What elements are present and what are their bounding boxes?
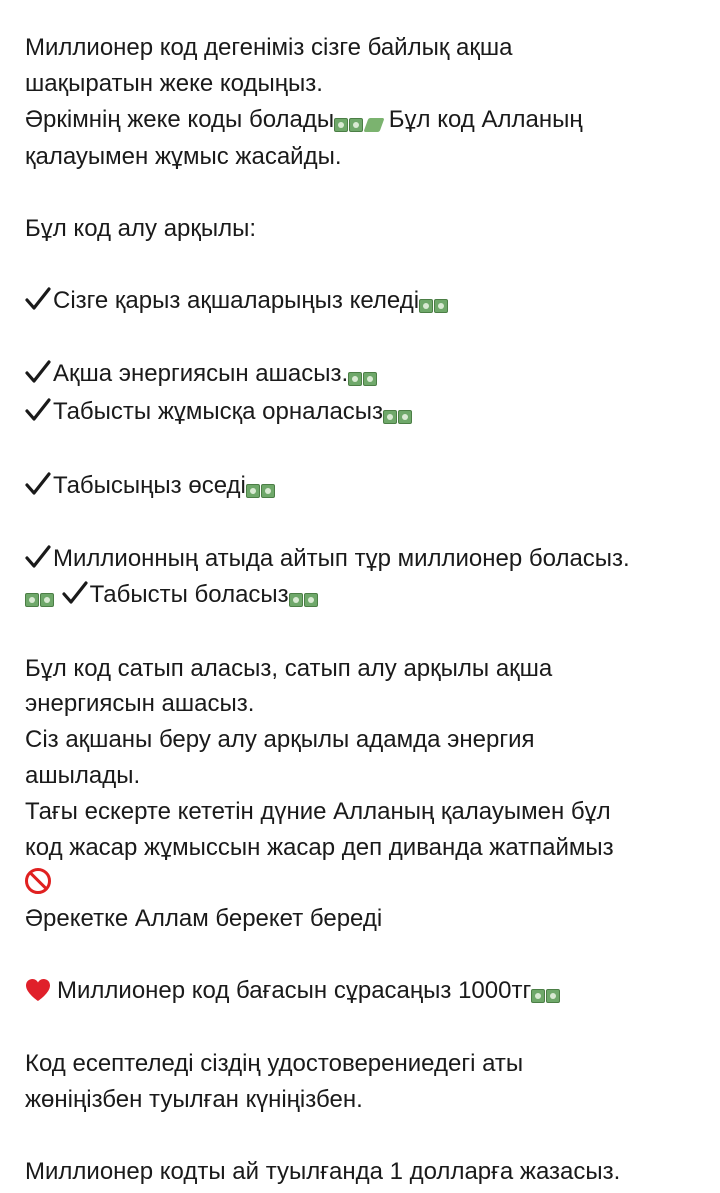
text-line: шақыратын жеке кодыңыз. [25, 69, 323, 97]
text-segment: Бұл код Алланың [388, 105, 583, 133]
red-heart-icon [25, 978, 51, 1002]
money-emoji-group [25, 579, 55, 615]
text-line: жөніңізбен туылған күніңізбен. [25, 1086, 363, 1114]
text-line: Бұл код алу арқылы: [25, 214, 257, 242]
list-item [25, 577, 696, 615]
blank-line [25, 1011, 696, 1047]
list-item [25, 283, 696, 321]
list-item [25, 468, 696, 506]
text-line: қалауымен жұмыс жасайды. [25, 143, 342, 171]
list-item-text: Табысыңыз өседі [53, 471, 246, 499]
price-text: Миллионер код бағасын сұрасаңыз 1000тг [57, 976, 532, 1004]
list-item [25, 541, 696, 577]
dollar-banknote-icon [304, 593, 318, 607]
text-line: Тағы ескерте кететін дүние Алланың қалауымен бұл [25, 797, 611, 825]
blank-line [25, 175, 696, 211]
dollar-banknote-icon [531, 989, 545, 1003]
prohibited-icon [25, 868, 51, 894]
dollar-banknote-icon [289, 593, 303, 607]
dollar-banknote-icon [434, 299, 448, 313]
money-with-wings-icon [364, 118, 385, 132]
list-item-text: Ақша энергиясын ашасыз. [53, 360, 349, 388]
text-line: Миллионер кодты ай туылғанда 1 долларға жазасыз. [25, 1157, 621, 1185]
text-line: Код есептеледі сіздің удостоверениедегі аты [25, 1050, 524, 1078]
text-line: энергиясын ашасыз. [25, 690, 255, 718]
text-line [25, 102, 696, 140]
text-line: Әрекетке Аллам берекет береді [25, 905, 383, 933]
text-line: Бұл код сатып аласыз, сатып алу арқылы ақша [25, 654, 553, 682]
text-line: ашылады. [25, 761, 141, 789]
money-emoji-group [334, 104, 382, 140]
list-item [25, 394, 696, 432]
check-mark-icon [25, 397, 51, 423]
blank-line [25, 505, 696, 541]
blank-line [25, 937, 696, 973]
money-emoji-group [531, 975, 561, 1011]
money-emoji-group [246, 470, 276, 506]
list-item [25, 356, 696, 394]
check-mark-icon [25, 544, 51, 570]
blank-line [25, 432, 696, 468]
dollar-banknote-icon [261, 484, 275, 498]
dollar-banknote-icon [363, 372, 377, 386]
list-item-text: Табысты жұмысқа орналасыз [53, 397, 384, 425]
dollar-banknote-icon [349, 118, 363, 132]
dollar-banknote-icon [383, 410, 397, 424]
text-line: Сіз ақшаны беру алу арқылы адамда энергия [25, 726, 535, 754]
dollar-banknote-icon [348, 372, 362, 386]
blank-line [25, 320, 696, 356]
dollar-banknote-icon [246, 484, 260, 498]
list-item-text: Табысты боласыз [89, 580, 289, 608]
dollar-banknote-icon [419, 299, 433, 313]
dollar-banknote-icon [398, 410, 412, 424]
list-item-text: Сізге қарыз ақшаларыңыз келеді [53, 286, 420, 314]
blank-line [25, 247, 696, 283]
dollar-banknote-icon [546, 989, 560, 1003]
text-line [25, 865, 696, 901]
blank-line [25, 615, 696, 651]
text-line: код жасар жұмыссын жасар деп диванда жатпаймыз [25, 833, 614, 861]
dollar-banknote-icon [334, 118, 348, 132]
money-emoji-group [348, 358, 378, 394]
price-line [25, 973, 696, 1011]
blank-line [25, 1118, 696, 1154]
text-segment: Әркімнің жеке коды болады [25, 105, 335, 133]
money-emoji-group [289, 579, 319, 615]
check-mark-icon [25, 286, 51, 312]
money-emoji-group [419, 285, 449, 321]
check-mark-icon [62, 580, 88, 606]
list-item-text: Миллионның атыда айтып тұр миллионер боласыз. [53, 545, 630, 573]
check-mark-icon [25, 359, 51, 385]
dollar-banknote-icon [25, 593, 39, 607]
text-line: Миллионер код дегеніміз сізге байлық ақша [25, 34, 513, 61]
money-emoji-group [383, 396, 413, 432]
check-mark-icon [25, 471, 51, 497]
dollar-banknote-icon [40, 593, 54, 607]
